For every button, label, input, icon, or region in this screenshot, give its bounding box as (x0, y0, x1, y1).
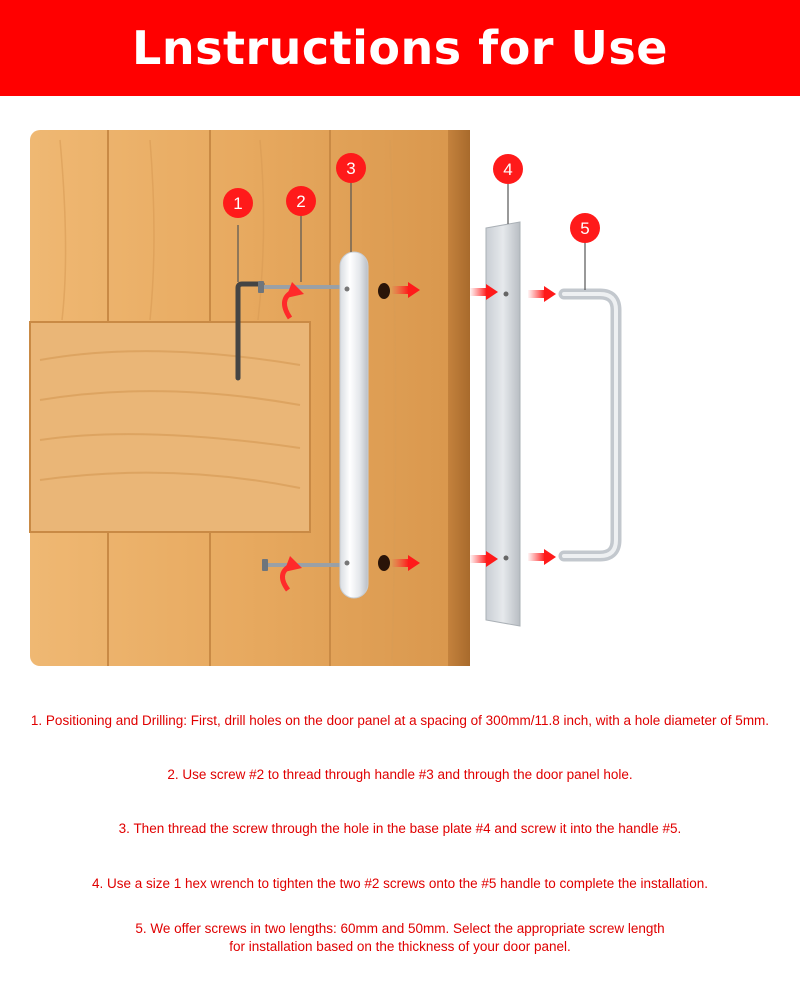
base-plate (486, 222, 520, 626)
arrow-top-3 (528, 286, 556, 302)
svg-text:2: 2 (296, 192, 306, 211)
instruction-text: 3. Then thread the screw through the hole in the base plate #4 and screw it into the handle #5. (118, 821, 682, 836)
instruction-text: 4. Use a size 1 hex wrench to tighten the two #2 screws onto the #5 handle to complete the installation. (91, 876, 709, 891)
instruction-step-3 (0, 820, 800, 838)
svg-text:1: 1 (233, 194, 243, 213)
svg-text:5: 5 (580, 219, 590, 238)
callout-3 (336, 153, 366, 183)
instruction-step-5 (0, 920, 800, 956)
callout-2 (286, 186, 316, 216)
svg-text:4: 4 (503, 160, 513, 179)
callout-4 (493, 154, 523, 184)
arrow-bottom-3 (528, 549, 556, 565)
instruction-text: for installation based on the thickness of your door panel. (229, 939, 571, 954)
front-handle (340, 252, 368, 598)
instruction-text: 2. Use screw #2 to thread through handle #3 and through the door panel hole. (167, 767, 633, 782)
instruction-step-2 (0, 766, 800, 784)
callout-5 (570, 213, 600, 243)
callout-1 (223, 188, 253, 218)
instruction-step-1 (0, 712, 800, 730)
instruction-step-4 (0, 875, 800, 893)
instruction-text: 1. Positioning and Drilling: First, drill holes on the door panel at a spacing of 300mm/11.8 inch, with a hole diameter of 5mm. (30, 713, 770, 728)
page-title: Lnstructions for Use (132, 21, 668, 75)
installation-diagram (0, 110, 800, 680)
title-banner (0, 0, 800, 96)
instruction-text: 5. We offer screws in two lengths: 60mm and 50mm. Select the appropriate screw length (135, 921, 665, 936)
pull-handle (564, 294, 616, 556)
svg-text:3: 3 (346, 159, 356, 178)
